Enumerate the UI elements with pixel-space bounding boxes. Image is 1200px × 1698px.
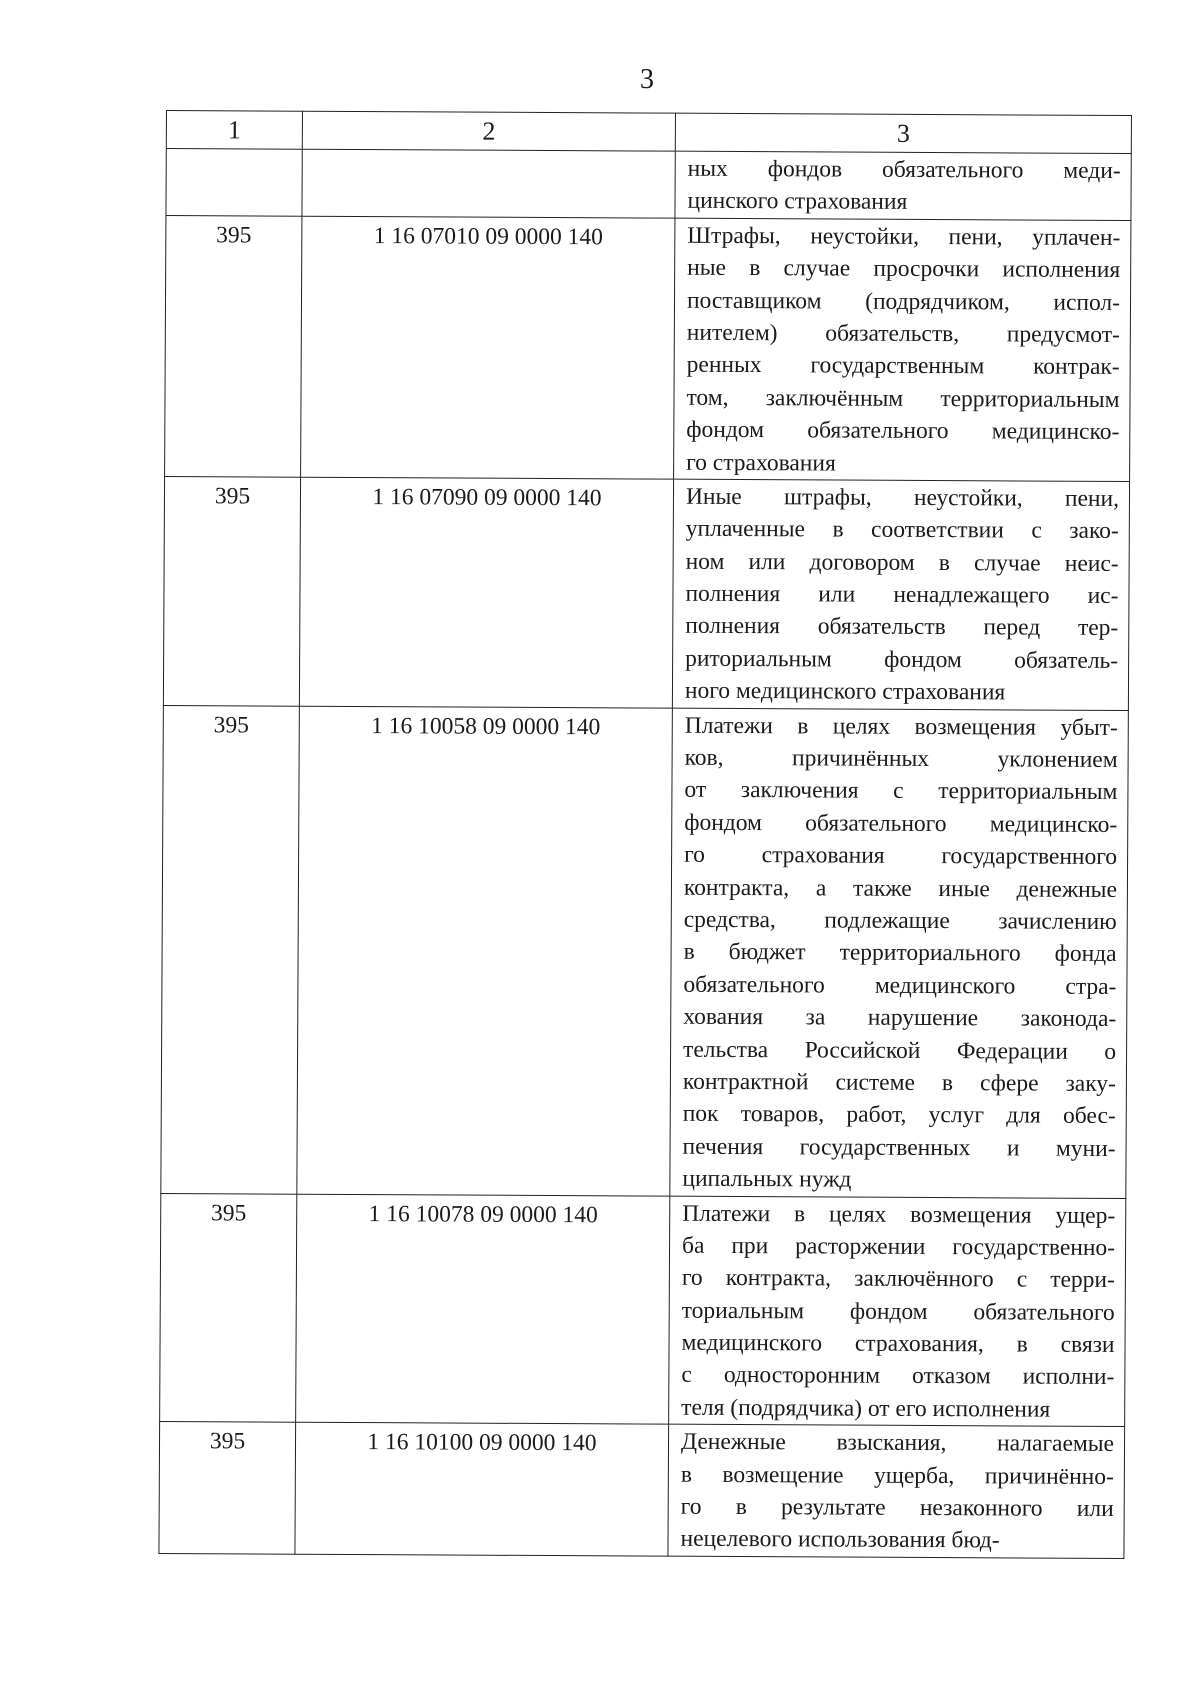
table-row (165, 215, 1131, 481)
description-line: фондом обязательного медицинско- (684, 809, 1118, 838)
description-line: полнения или ненадлежащего ис- (685, 580, 1119, 610)
description-line: контрактной системе в сфере заку- (682, 1068, 1116, 1097)
description-line: теля (подрядчика) от его исполнения (681, 1394, 1051, 1423)
description-cell (674, 218, 1131, 482)
description-line: полнения обязательств перед тер- (685, 613, 1119, 642)
description-cell (668, 1424, 1125, 1558)
description-line: средства, подлежащие зачислению (683, 906, 1117, 935)
description-line: Платежи в целях возмещения убыт- (684, 712, 1118, 741)
description-line: с односторонним отказом исполни- (681, 1362, 1115, 1391)
description-line: го в результате незаконного или (680, 1493, 1114, 1522)
description-line: обязательного медицинского стра- (683, 971, 1117, 1000)
admin-code-cell: 395 (165, 215, 302, 477)
description-line: го страхования (686, 449, 836, 477)
description-line: в возмещение ущерба, причинённо- (680, 1461, 1114, 1490)
description-line: нецелевого использования бюд- (680, 1526, 1000, 1554)
description-line: Платежи в целях возмещения ущер- (682, 1200, 1116, 1229)
description-line: ториальным фондом обязательного (681, 1297, 1115, 1326)
description-line: том, заключённым территориальным (686, 384, 1120, 413)
budget-code-cell (296, 1194, 670, 1425)
description-line: контракта, а также иные денежные (683, 874, 1117, 903)
description-line: Денежные взыскания, налагаемые (680, 1428, 1115, 1458)
description-line: ков, причинённых уклонением (684, 744, 1118, 774)
description-line: Штрафы, неустойки, пени, уплачен- (687, 222, 1121, 251)
description-line: ципальных нужд (682, 1165, 852, 1193)
table-row (161, 705, 1129, 1198)
budget-code: 1 16 07090 09 0000 140 (372, 483, 602, 512)
description-line: поставщиком (подрядчиком, испол- (686, 287, 1121, 316)
table-row (160, 1193, 1126, 1427)
description-line: печения государственных и муни- (682, 1133, 1116, 1162)
description-cell (672, 479, 1129, 710)
table-row (159, 1422, 1125, 1559)
description-line: го страхования государственного (684, 841, 1118, 871)
budget-code-cell (295, 1422, 669, 1556)
description-line: нителем) обязательств, предусмот- (686, 319, 1120, 348)
budget-codes-table (158, 110, 1132, 1559)
budget-code: 1 16 10100 09 0000 140 (367, 1429, 597, 1457)
description-line: риториальным фондом обязатель- (685, 645, 1119, 674)
description-line: тельства Российской Федерации о (683, 1036, 1117, 1065)
description-line: го контракта, заключённого с терри- (681, 1264, 1115, 1294)
budget-code: 1 16 10078 09 0000 140 (368, 1200, 598, 1228)
budget-code-cell (302, 149, 675, 218)
description-line: фондом обязательного медицинско- (686, 416, 1120, 446)
description-cell (675, 151, 1131, 220)
admin-code-cell: 395 (163, 476, 300, 705)
description-line: ба при расторжении государственно- (681, 1232, 1116, 1261)
description-cell (669, 1196, 1126, 1427)
column-header: 3 (675, 113, 1131, 153)
admin-code-cell: 395 (159, 1422, 296, 1554)
description-line: уплаченные в соответствии с зако- (685, 516, 1119, 545)
description-cell (670, 708, 1129, 1198)
column-header: 1 (166, 111, 302, 150)
budget-code: 1 16 10058 09 0000 140 (371, 712, 601, 740)
description-line: ренных государственным контрак- (686, 352, 1120, 381)
budget-code: 1 16 07010 09 0000 140 (373, 222, 603, 251)
budget-code-cell (301, 216, 675, 479)
budget-code-cell (297, 706, 673, 1196)
admin-code-cell: 395 (160, 1193, 297, 1422)
admin-code-cell (166, 149, 302, 216)
column-header: 2 (302, 111, 675, 151)
description-line: ного медицинского страхования (684, 677, 1006, 706)
table-row (166, 149, 1131, 221)
description-line: от заключения с территориальным (684, 777, 1118, 806)
description-line: ных фондов обязательного меди- (687, 155, 1121, 184)
admin-code-cell: 395 (161, 705, 300, 1194)
description-line: ные в случае просрочки исполнения (687, 254, 1121, 284)
description-line: хования за нарушение законода- (683, 1003, 1117, 1033)
description-line: медицинского страхования, в связи (681, 1329, 1115, 1359)
budget-code-cell (299, 477, 673, 708)
table-row (163, 476, 1129, 710)
table-header-row (166, 111, 1131, 154)
page-number: 3 (640, 64, 654, 95)
description-line: в бюджет территориального фонда (683, 939, 1117, 968)
description-line: пок товаров, работ, услуг для обес- (682, 1101, 1116, 1130)
description-line: ном или договором в случае неис- (685, 548, 1119, 577)
description-line: цинского страхования (687, 188, 908, 216)
description-line: Иные штрафы, неустойки, пени, (685, 483, 1120, 512)
